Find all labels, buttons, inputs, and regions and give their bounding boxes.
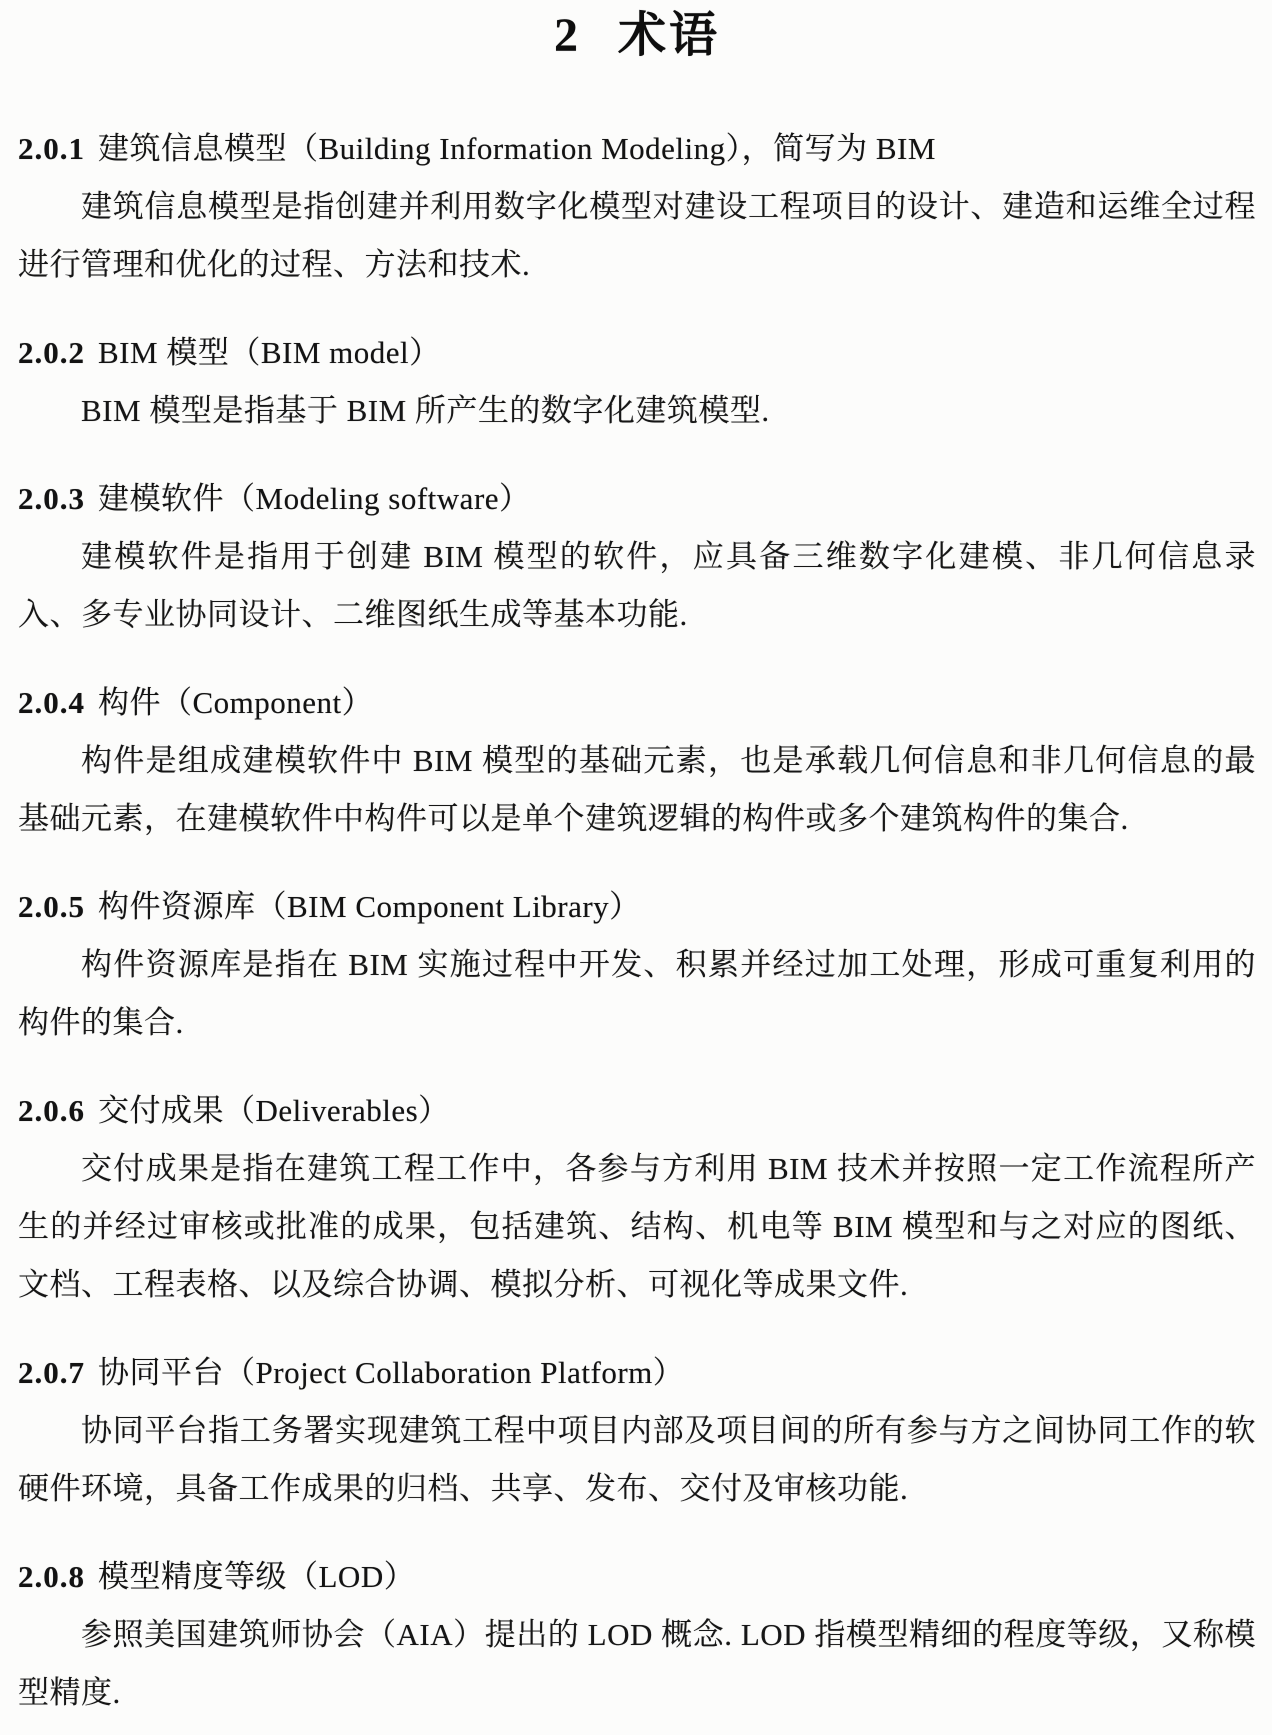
section-number: 2.0.2	[18, 335, 85, 370]
term-section-203	[18, 470, 1256, 644]
term-definition: 建筑信息模型是指创建并利用数字化模型对建设工程项目的设计、建造和运维全过程进行管理和优化的过程、方法和技术.	[18, 189, 1256, 282]
term-section-201	[18, 120, 1256, 294]
term-title: 模型精度等级（LOD）	[98, 1559, 416, 1594]
term-heading	[18, 1344, 1256, 1402]
section-number: 2.0.3	[18, 481, 85, 516]
term-title: 协同平台（Project Collaboration Platform）	[98, 1355, 685, 1390]
term-section-207	[18, 1344, 1256, 1518]
term-heading	[18, 324, 1256, 382]
term-definition: 参照美国建筑师协会（AIA）提出的 LOD 概念. LOD 指模型精细的程度等级，又称模型精度.	[18, 1617, 1256, 1710]
term-title: 构件（Component）	[98, 685, 374, 720]
term-section-204	[18, 674, 1256, 848]
section-number: 2.0.1	[18, 131, 85, 166]
section-number: 2.0.8	[18, 1559, 85, 1594]
term-section-205	[18, 878, 1256, 1052]
term-definition: 建模软件是指用于创建 BIM 模型的软件，应具备三维数字化建模、非几何信息录入、多专业协同设计、二维图纸生成等基本功能.	[18, 539, 1256, 632]
term-section-208	[18, 1548, 1256, 1722]
page-title: 2 术语	[553, 9, 720, 62]
term-title: 建模软件（Modeling software）	[98, 481, 531, 516]
term-heading	[18, 1082, 1256, 1140]
term-section-206	[18, 1082, 1256, 1314]
section-number: 2.0.7	[18, 1355, 85, 1390]
term-title: BIM 模型（BIM model）	[98, 335, 441, 370]
term-definition: 构件是组成建模软件中 BIM 模型的基础元素，也是承载几何信息和非几何信息的最基础元素，在建模软件中构件可以是单个建筑逻辑的构件或多个建筑构件的集合.	[18, 743, 1256, 836]
section-number: 2.0.6	[18, 1093, 85, 1128]
term-section-202	[18, 324, 1256, 440]
term-heading	[18, 878, 1256, 936]
term-definition: 协同平台指工务署实现建筑工程中项目内部及项目间的所有参与方之间协同工作的软硬件环境，具备工作成果的归档、共享、发布、交付及审核功能.	[18, 1413, 1256, 1506]
section-number: 2.0.4	[18, 685, 85, 720]
term-heading	[18, 1548, 1256, 1606]
term-definition: 交付成果是指在建筑工程工作中，各参与方利用 BIM 技术并按照一定工作流程所产生的并经过审核或批准的成果，包括建筑、结构、机电等 BIM 模型和与之对应的图纸、文档、工程表格、以及综合协调、模拟分析、可视化等成果文件.	[18, 1151, 1256, 1302]
term-title: 建筑信息模型（Building Information Modeling），简写为 BIM	[98, 131, 936, 166]
term-definition: BIM 模型是指基于 BIM 所产生的数字化建筑模型.	[81, 393, 770, 428]
term-title: 构件资源库（BIM Component Library）	[98, 889, 641, 924]
term-definition: 构件资源库是指在 BIM 实施过程中开发、积累并经过加工处理，形成可重复利用的构件的集合.	[18, 947, 1256, 1040]
term-title: 交付成果（Deliverables）	[98, 1093, 450, 1128]
section-number: 2.0.5	[18, 889, 85, 924]
term-heading	[18, 470, 1256, 528]
term-heading	[18, 674, 1256, 732]
term-heading	[18, 120, 1256, 178]
